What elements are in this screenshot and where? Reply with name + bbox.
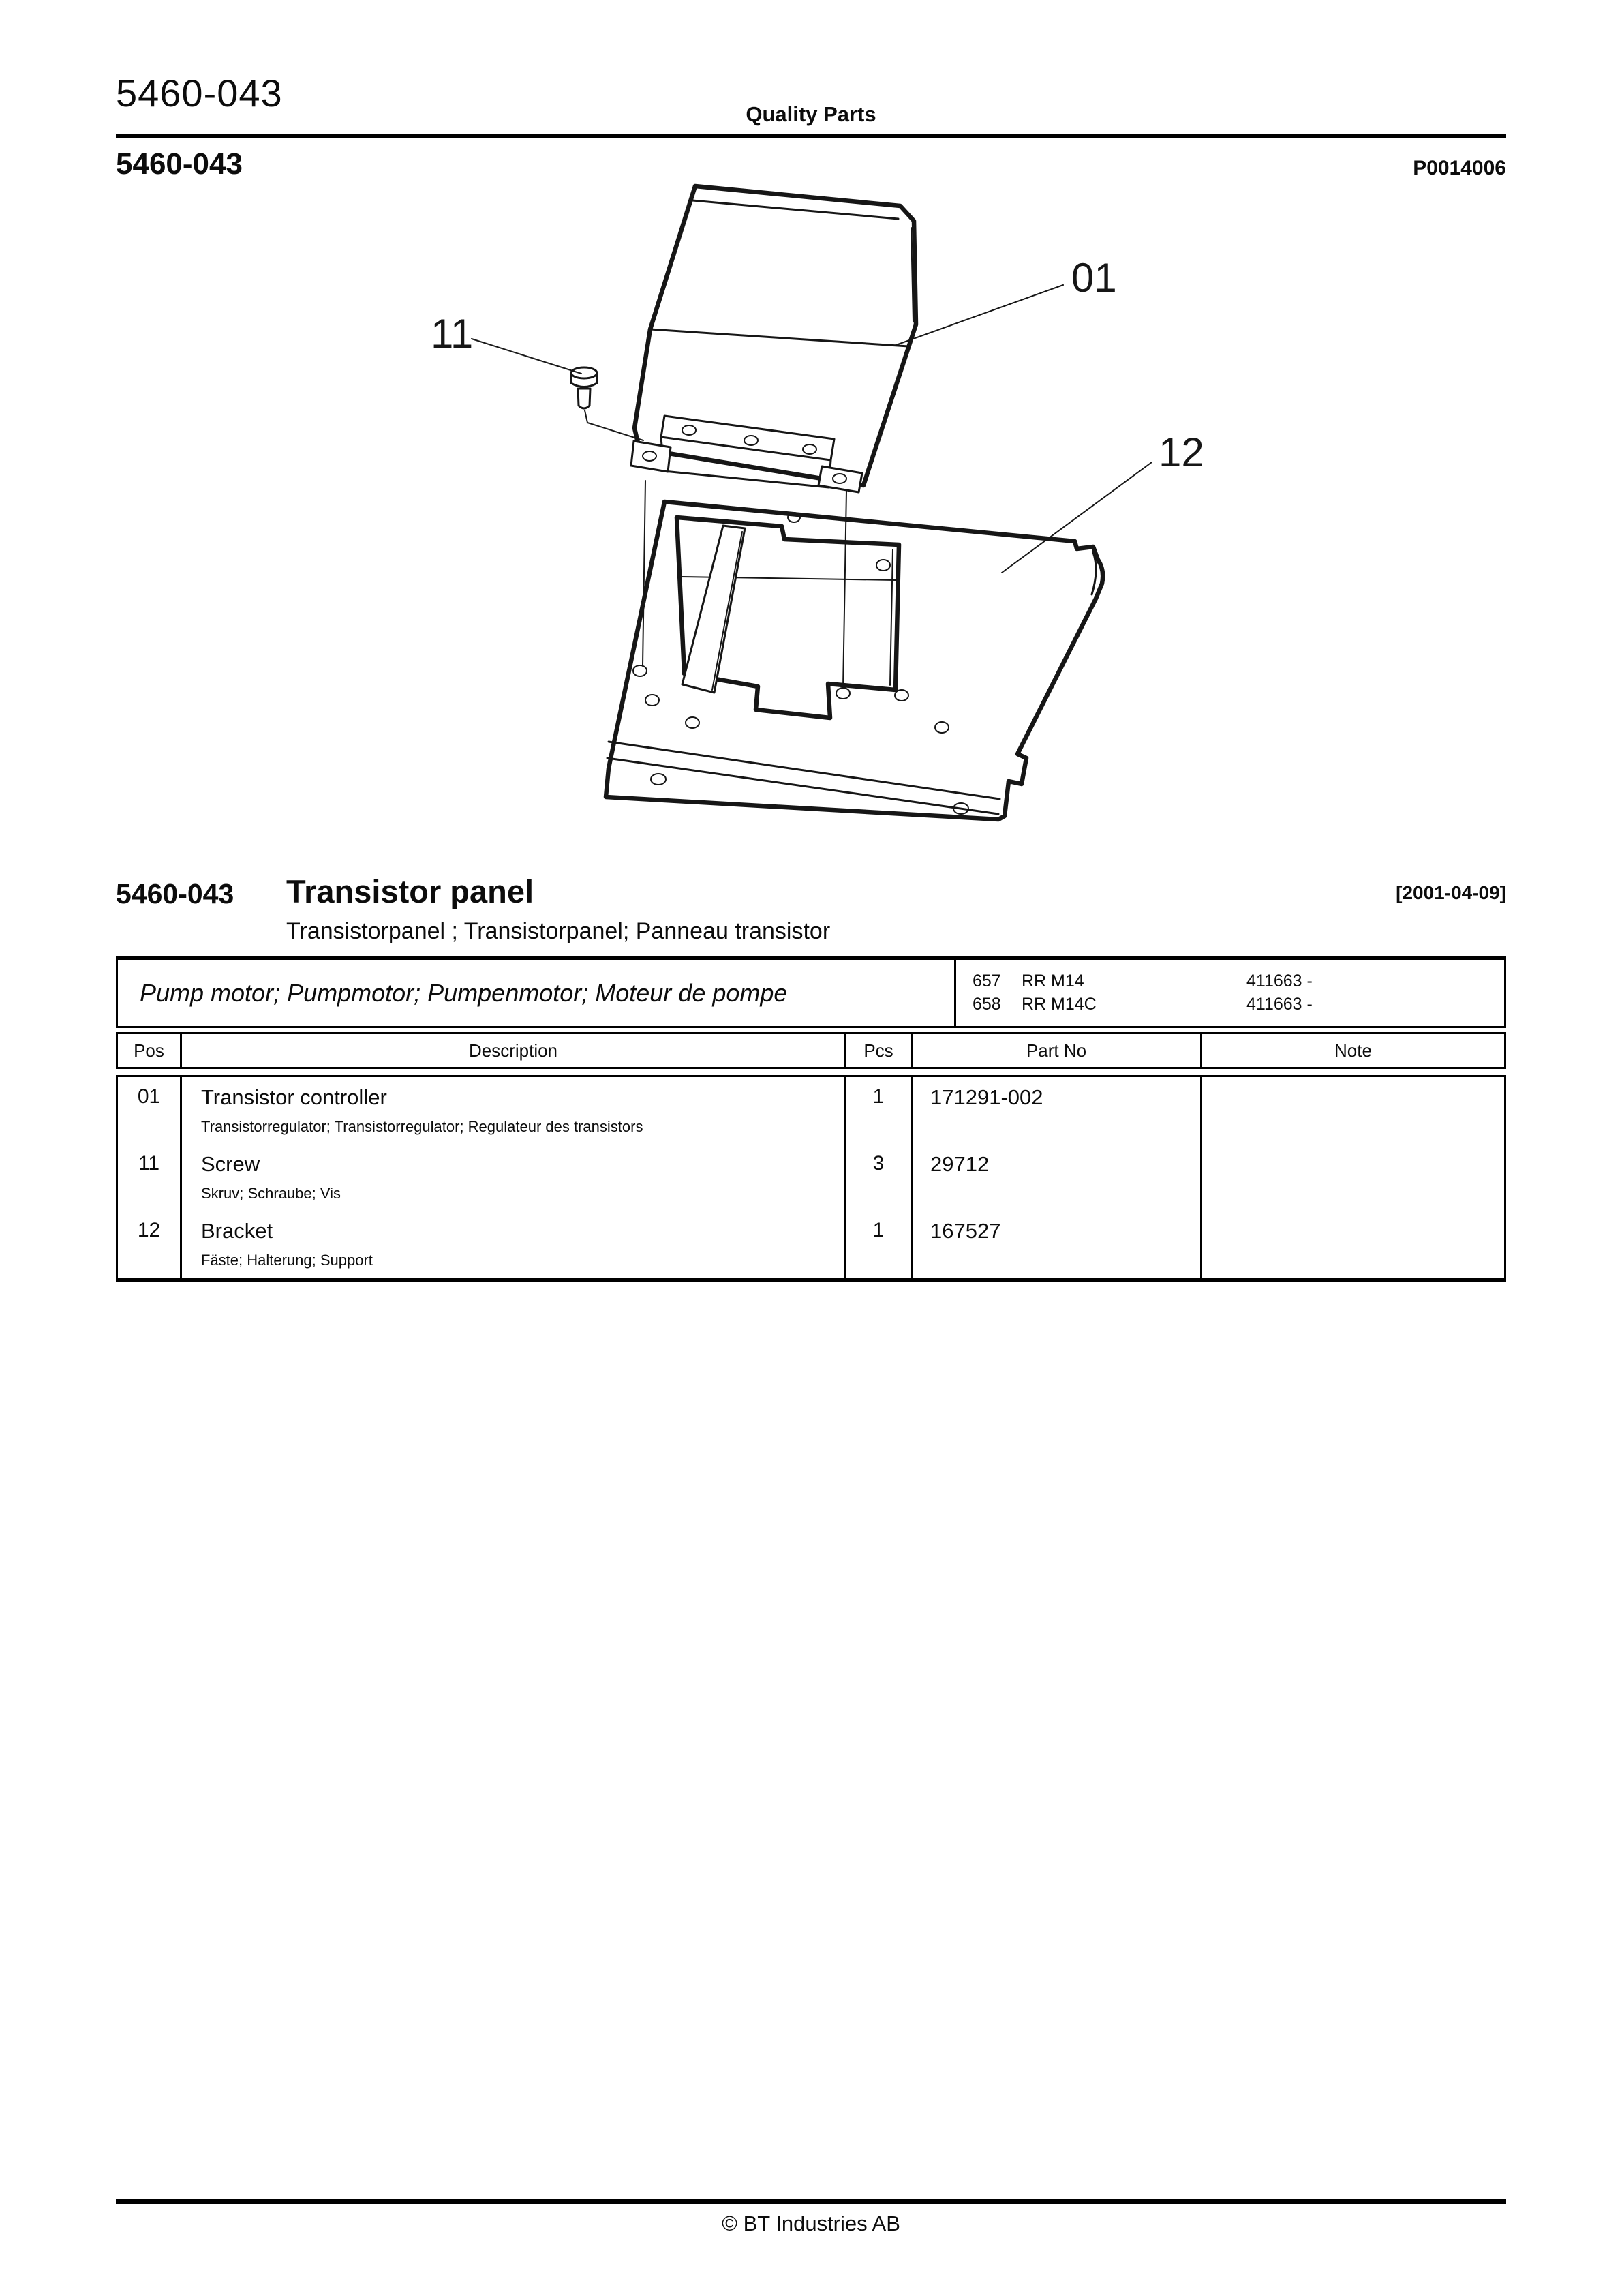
model-name: RR M14 (1022, 971, 1084, 991)
column-header-pcs: Pcs (844, 1034, 911, 1067)
column-header-note: Note (1200, 1034, 1504, 1067)
model-serial: 411663 - (1246, 971, 1313, 991)
cell-part-no: 29712 (911, 1144, 1200, 1211)
screw-head-top (571, 367, 597, 378)
model-name: RR M14C (1022, 995, 1097, 1014)
description-main: Transistor controller (201, 1085, 387, 1109)
section-revision-date: [2001-04-09] (1396, 882, 1506, 903)
applicability-model-list (956, 960, 1504, 1026)
applicability-model-row (973, 993, 1504, 1016)
section-title-code: 5460-043 (116, 878, 234, 909)
callout-label-12: 12 (1159, 429, 1204, 475)
transistor-controller-drawing (631, 186, 916, 492)
cell-description (180, 1077, 844, 1144)
callout-label-01: 01 (1071, 255, 1117, 301)
column-header-description: Description (180, 1034, 844, 1067)
exploded-view-diagram (368, 170, 1295, 859)
model-code: 658 (973, 995, 1001, 1014)
parts-table-body (116, 1075, 1506, 1282)
description-translations: Fäste; Halterung; Support (201, 1252, 373, 1269)
callout-label-11: 11 (431, 311, 474, 357)
cell-pcs: 3 (844, 1144, 911, 1211)
footer-copyright: © BT Industries AB (722, 2211, 900, 2235)
applicability-model-text: Pump motor; Pumpmotor; Pumpenmotor; Moteur de pompe (118, 960, 956, 1026)
cell-pos: 01 (137, 1085, 161, 1108)
flange-left-tab (631, 441, 671, 472)
table-row (118, 1144, 1504, 1211)
cell-part-no: 167527 (911, 1211, 1200, 1278)
applicability-box (116, 956, 1506, 1028)
applicability-model-row (973, 969, 1504, 993)
description-translations: Transistorregulator; Transistorregulator; Regulateur des transistors (201, 1118, 643, 1135)
callout-leader-11 (472, 339, 581, 374)
figure-reference: P0014006 (1413, 157, 1506, 179)
description-main: Screw (201, 1152, 260, 1176)
column-header-pos: Pos (134, 1040, 164, 1061)
cell-note (1200, 1077, 1504, 1144)
parts-table (116, 956, 1506, 1282)
footer-rule (116, 2199, 1506, 2204)
section-title: Transistor panel (286, 873, 534, 909)
bracket-drawing (606, 502, 1103, 819)
callout-leader-01 (894, 285, 1063, 346)
screw-drawing (571, 367, 643, 440)
cell-note (1200, 1211, 1504, 1278)
parts-table-header-row (116, 1032, 1506, 1069)
description-main: Bracket (201, 1219, 273, 1243)
page-header-doc-number: 5460-043 (116, 72, 283, 115)
cell-note (1200, 1144, 1504, 1211)
cell-pcs: 1 (844, 1211, 911, 1278)
table-row (118, 1211, 1504, 1278)
header-rule (116, 134, 1506, 138)
section-subtitle: Transistorpanel ; Transistorpanel; Panneau transistor (286, 918, 831, 944)
cell-description (180, 1144, 844, 1211)
cell-pos: 12 (137, 1219, 161, 1241)
description-translations: Skruv; Schraube; Vis (201, 1185, 341, 1202)
column-header-part-no: Part No (911, 1034, 1200, 1067)
cell-part-no: 171291-002 (911, 1077, 1200, 1144)
screw-shank (578, 389, 590, 408)
section-title-block (116, 873, 1506, 920)
page-header-title: Quality Parts (746, 102, 876, 126)
cell-pos: 11 (138, 1152, 160, 1175)
model-code: 657 (973, 971, 1001, 991)
table-row (118, 1077, 1504, 1144)
model-serial: 411663 - (1246, 995, 1313, 1014)
cell-description (180, 1211, 844, 1278)
cell-pcs: 1 (844, 1077, 911, 1144)
section-code: 5460-043 (116, 147, 243, 181)
